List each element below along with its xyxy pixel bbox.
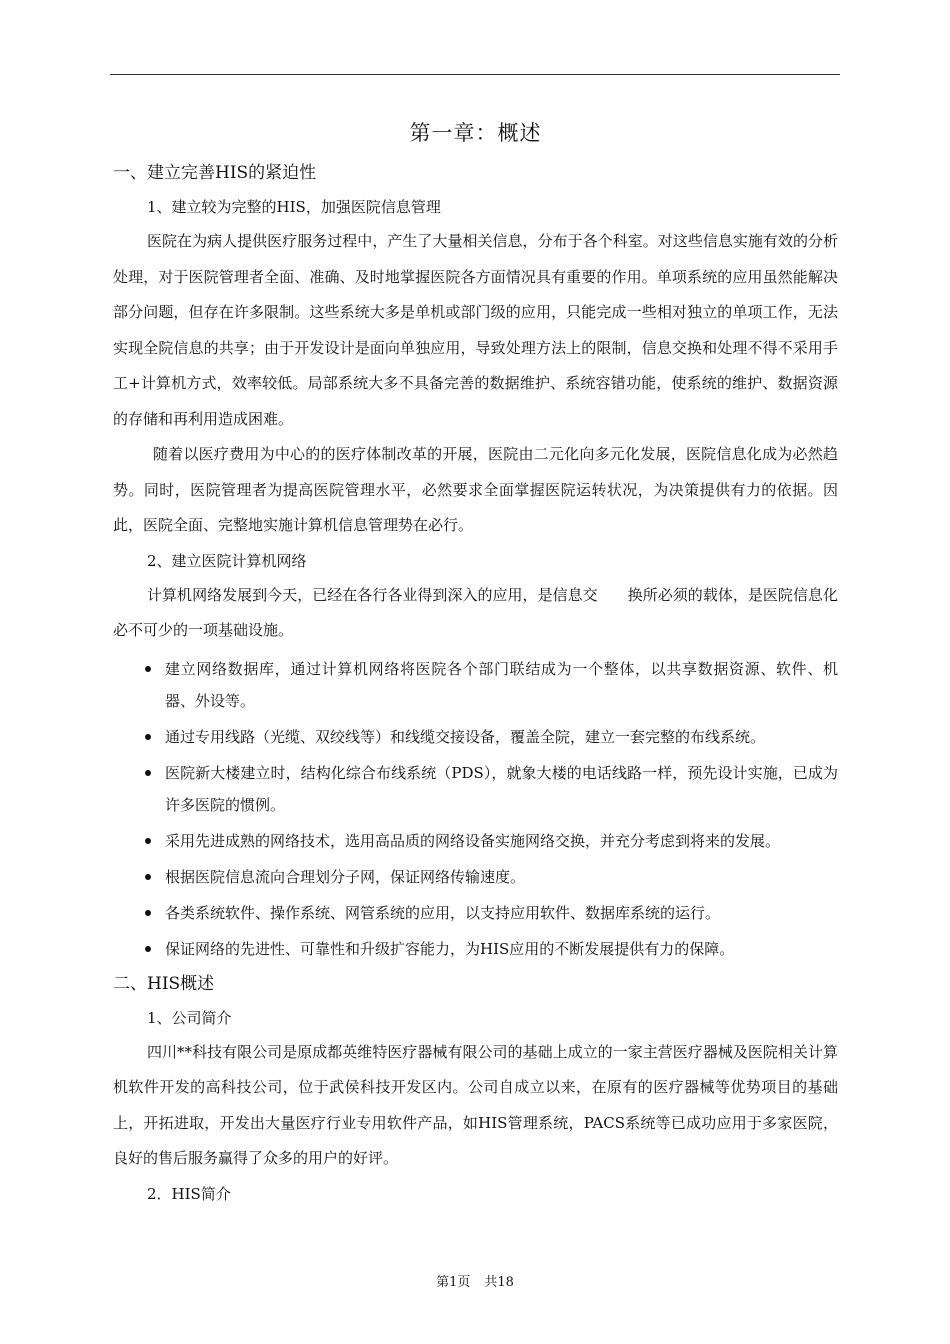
paragraph: 医院在为病人提供医疗服务过程中，产生了大量相关信息，分布于各个科室。对这些信息实施有效的分析处理，对于医院管理者全面、准确、及时地掌握医院各方面情况具有重要的作用。单项系统的应用虽然能解决部分问题，但存在许多限制。这些系统大多是单机或部门级的应用，只能完成一些相对独立的单项工作，无法实现全院信息的共享；由于开发设计是面向单独应用，导致处理方法上的限制，信息交换和处理不得不采用手工+计算机方式，效率较低。局部系统大多不具备完善的数据维护、系统容错功能，使系统的维护、数据资源的存储和再利用造成困难。 <box>113 232 838 428</box>
list-item-text: 采用先进成熟的网络技术，选用高品质的网络设备实施网络交换，并充分考虑到将来的发展。 <box>165 831 781 850</box>
list-item <box>113 825 838 857</box>
list-item-text: 保证网络的先进性、可靠性和升级扩容能力，为HIS应用的不断发展提供有力的保障。 <box>165 939 735 958</box>
list-item <box>113 897 838 929</box>
list-item-text: 各类系统软件、操作系统、网管系统的应用，以支持应用软件、数据库系统的运行。 <box>165 903 721 922</box>
list-item-text: 医院新大楼建立时，结构化综合布线系统（PDS），就象大楼的电话线路一样，预先设计实施，已成为许多医院的惯例。 <box>165 763 838 814</box>
subsection-heading-2-1: 1、公司简介 <box>147 1008 232 1027</box>
list-item <box>113 721 838 753</box>
paragraph: 四川**科技有限公司是原成都英维特医疗器械有限公司的基础上成立的一家主营医疗器械及医院相关计算机软件开发的高科技公司，位于武侯科技开发区内。公司自成立以来，在原有的医疗器械等优势项目的基础上，开拓进取，开发出大量医疗行业专用软件产品，如HIS管理系统，PACS系统等已成功应用于多家医院，良好的售后服务赢得了众多的用户的好评。 <box>113 1042 838 1167</box>
bullet-icon <box>145 666 151 672</box>
bullet-icon <box>145 770 151 776</box>
subsection-heading-2-2: 2．HIS简介 <box>147 1184 231 1203</box>
list-item <box>113 861 838 893</box>
section-heading-2: 二、HIS概述 <box>113 973 215 994</box>
paragraph: 随着以医疗费用为中心的的医疗体制改革的开展，医院由二元化向多元化发展，医院信息化成为必然趋势。同时，医院管理者为提高医院管理水平，必然要求全面掌握医院运转状况，为决策提供有力的依据。因此，医院全面、完整地实施计算机信息管理势在必行。 <box>113 445 838 534</box>
bullet-icon <box>145 874 151 880</box>
list-item <box>113 653 838 717</box>
paragraph: 计算机网络发展到今天，已经在各行各业得到深入的应用，是信息交 换所必须的载体，是医院信息化必不可少的一项基础设施。 <box>113 585 838 639</box>
subsection-heading-1-1: 1、建立较为完整的HIS，加强医院信息管理 <box>147 198 441 216</box>
page-footer <box>0 1271 950 1290</box>
bullet-icon <box>145 946 151 952</box>
list-item <box>113 757 838 821</box>
list-item-text: 通过专用线路（光缆、双绞线等）和线缆交接设备，覆盖全院，建立一套完整的布线系统。 <box>165 727 766 746</box>
bullet-list <box>113 653 838 965</box>
header-rule <box>110 74 840 75</box>
subsection-heading-1-2: 2、建立医院计算机网络 <box>147 551 307 570</box>
bullet-icon <box>145 838 151 844</box>
page-content <box>113 112 838 1211</box>
bullet-icon <box>145 734 151 740</box>
page-total: 共18 <box>484 1275 514 1290</box>
page-number: 第1页 <box>436 1275 471 1290</box>
chapter-title: 第一章：概述 <box>409 121 542 145</box>
section-heading-1: 一、建立完善HIS的紧迫性 <box>113 163 317 183</box>
bullet-icon <box>145 910 151 916</box>
list-item <box>113 933 838 965</box>
list-item-text: 根据医院信息流向合理划分子网，保证网络传输速度。 <box>165 867 526 886</box>
list-item-text: 建立网络数据库，通过计算机网络将医院各个部门联结成为一个整体，以共享数据资源、软件、机器、外设等。 <box>165 659 838 710</box>
